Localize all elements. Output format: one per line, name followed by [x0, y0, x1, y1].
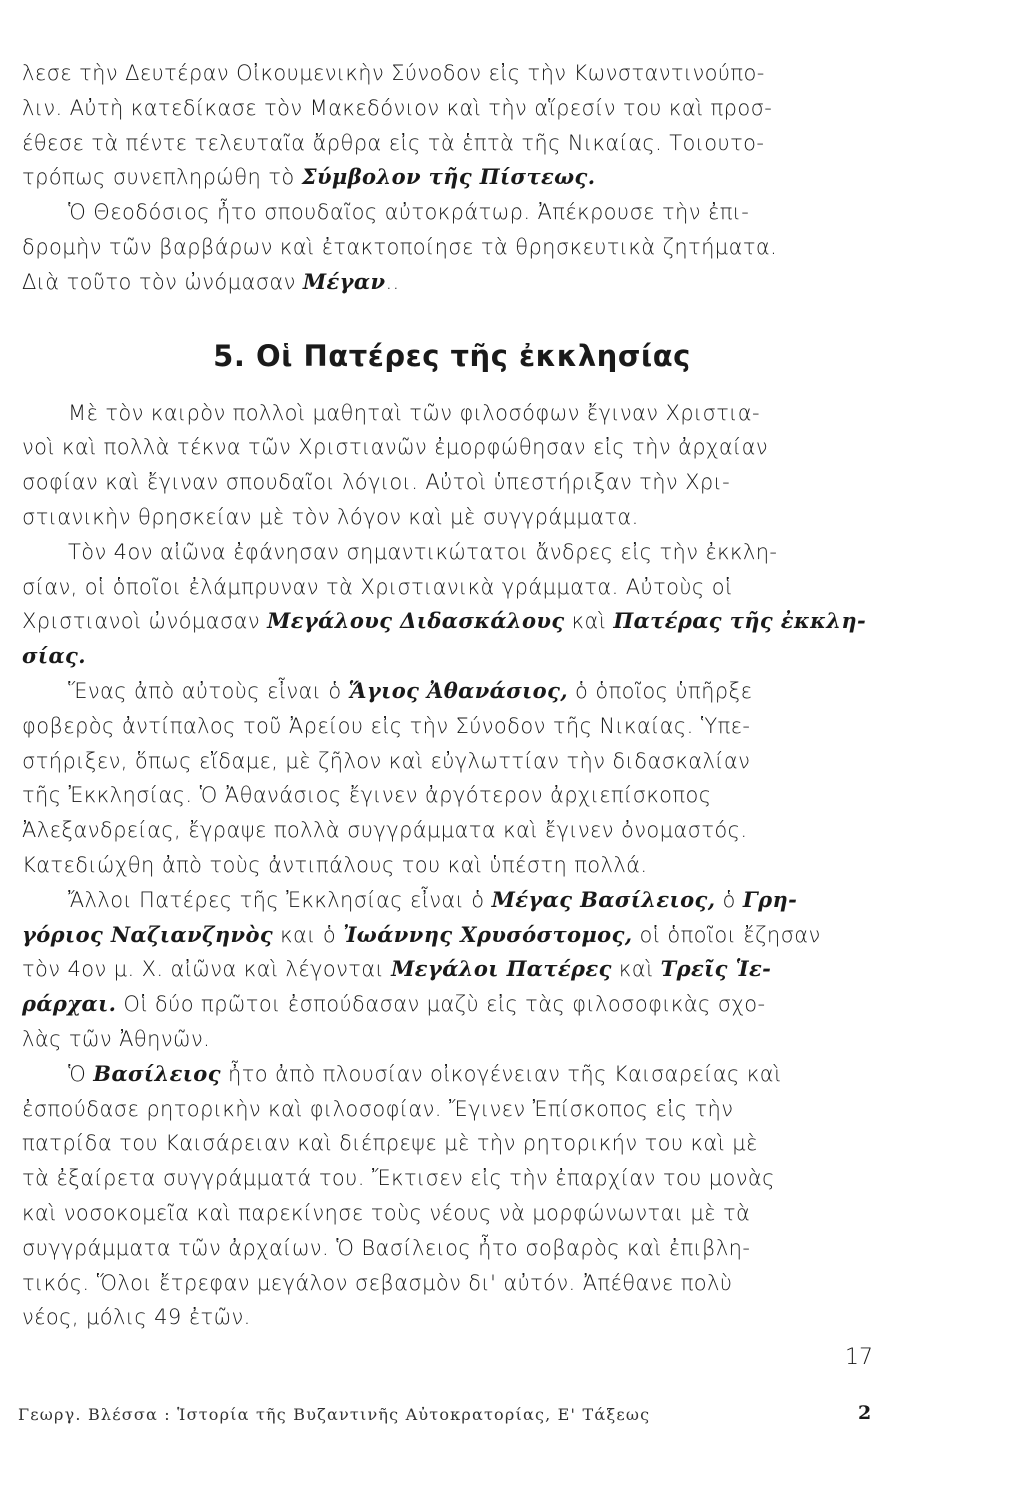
text-span: καὶ [611, 957, 661, 982]
text-line: δρομὴν τῶν βαρβάρων καὶ ἐτακτοποίησε τὰ θρησκευτικὰ ζητήματα. [22, 234, 778, 259]
text-line [22, 883, 882, 918]
text-line: Μὲ τὸν καιρὸν πολλοὶ μαθηταὶ τῶν φιλοσόφων ἔγιναν Χριστια- [68, 400, 761, 425]
emphasis-text: Ἅγιος Ἀθανάσιος, [348, 677, 568, 703]
text-line [22, 160, 882, 195]
text-line: πατρίδα του Καισάρειαν καὶ διέπρεψε μὲ τὴν ρητορικήν του καὶ μὲ [22, 1131, 758, 1156]
text-span: ὁ ὁποῖος ὑπῆρξε [567, 678, 753, 703]
text-line: σίαν, οἱ ὁποῖοι ἐλάμπρυναν τὰ Χριστιανικὰ γράμματα. Αὐτοὺς οἱ [22, 574, 733, 599]
footer-text: Γεωργ. Βλέσσα : Ἱστορία τῆς Βυζαντινῆς Αὐτοκρατορίας, Ε' Τάξεως [18, 1405, 651, 1424]
text-line: έθεσε τὰ πέντε τελευταῖα ἄρθρα εἰς τὰ ἑπτὰ τῆς Νικαίας. Τοιουτο- [22, 130, 765, 155]
text-span: Ἕνας ἀπὸ αὐτοὺς εἶναι ὁ [68, 678, 349, 703]
text-line: Κατεδιώχθη ἀπὸ τοὺς ἀντιπάλους του καὶ ὑπέστη πολλά. [22, 852, 648, 877]
emphasis-text: ράρχαι. [22, 991, 117, 1017]
paragraph-fourth-century [22, 535, 882, 674]
page-body [22, 56, 882, 1335]
text-line [22, 674, 882, 709]
text-line: Ἀλεξανδρείας, ἔγραψε πολλὰ συγγράμματα καὶ ἔγινεν ὀνομαστός. [22, 818, 748, 843]
emphasis-text: Πατέρας τῆς ἐκκλη- [613, 608, 867, 634]
text-span: Οἱ δύο πρῶτοι ἐσπούδασαν μαζὺ εἰς τὰς φιλοσοφικὰς σχο- [116, 992, 766, 1017]
text-line: συγγράμματα τῶν ἀρχαίων. Ὁ Βασίλειος ἦτο σοβαρὸς καὶ ἐπιβλη- [22, 1235, 751, 1260]
text-line: στιανικὴν θρησκείαν μὲ τὸν λόγον καὶ μὲ συγγράμματα. [22, 504, 639, 529]
emphasis-text: Μεγάλοι Πατέρες [391, 956, 612, 982]
text-line: Ὁ Θεοδόσιος ἦτο σπουδαῖος αὐτοκράτωρ. Ἀπέκρουσε τὴν ἐπι- [68, 200, 750, 225]
signature-number: 2 [858, 1402, 872, 1424]
emphasis-text: Μεγάλους Διδασκάλους [267, 608, 565, 634]
text-span: οἱ ὁποῖοι ἔζησαν [632, 922, 821, 947]
emphasis-text: γόριος Ναζιανζηνὸς [22, 921, 274, 947]
emphasis-text: Σύμβολον τῆς Πίστεως. [301, 164, 596, 190]
text-span: τὸν 4ον μ. Χ. αἰῶνα καὶ λέγονται [22, 957, 392, 982]
text-line: τῆς Ἐκκλησίας. Ὁ Ἀθανάσιος ἔγινεν ἀργότερον ἀρχιεπίσκοπος [22, 783, 712, 808]
text-line: λεσε τὴν Δευτέραν Οἰκουμενικὴν Σύνοδον εἰς τὴν Κωνσταντινούπο- [22, 61, 765, 85]
text-line [22, 918, 882, 953]
text-line [22, 604, 882, 639]
text-span: ἦτο ἀπὸ πλουσίαν οἰκογένειαν τῆς Καισαρείας καὶ [220, 1061, 782, 1086]
emphasis-text: Γρη- [742, 886, 798, 912]
paragraph-students [22, 396, 882, 535]
text-line: λὰς τῶν Ἀθηνῶν. [22, 1026, 211, 1051]
text-span: ὁ [715, 887, 743, 912]
text-span: Ἄλλοι Πατέρες τῆς Ἐκκλησίας εἶναι ὁ [68, 887, 492, 912]
text-line: φοβερὸς ἀντίπαλος τοῦ Ἀρείου εἰς τὴν Σύνοδον τῆς Νικαίας. Ὑπε- [22, 713, 751, 738]
emphasis-text: Μέγας Βασίλειος, [491, 886, 716, 912]
text-line: Τὸν 4ον αἰῶνα ἐφάνησαν σημαντικώτατοι ἄνδρες εἰς τὴν ἐκκλη- [68, 539, 778, 564]
paragraph-athanasius [22, 674, 882, 883]
text-line [22, 952, 882, 987]
emphasis-text: Ἰωάννης Χρυσόστομος, [343, 921, 633, 947]
text-line [22, 1057, 882, 1092]
text-span: τρόπως συνεπληρώθη τὸ [22, 165, 302, 190]
emphasis-text: Μέγαν [302, 268, 386, 294]
emphasis-text: σίας. [22, 643, 86, 669]
paragraph-other-fathers [22, 883, 882, 1057]
text-line: τικός. Ὅλοι ἔτρεφαν μεγάλον σεβασμὸν δι' αὐτόν. Ἀπέθανε πολὺ [22, 1270, 733, 1295]
emphasis-text: Τρεῖς Ἱε- [660, 956, 772, 982]
text-line: ἐσπούδασε ρητορικὴν καὶ φιλοσοφίαν. Ἔγινεν Ἐπίσκοπος εἰς τὴν [22, 1096, 734, 1121]
text-line [22, 987, 882, 1022]
text-span: Χριστιανοὶ ὠνόμασαν [22, 609, 268, 634]
text-line: στήριξεν, ὅπως εἴδαμε, μὲ ζῆλον καὶ εὐγλωττίαν τὴν διδασκαλίαν [22, 748, 751, 773]
text-span: Διὰ τοῦτο τὸν ὠνόμασαν [22, 269, 303, 294]
text-line: νοὶ καὶ πολλὰ τέκνα τῶν Χριστιανῶν ἐμορφώθησαν εἰς τὴν ἀρχαίαν [22, 435, 768, 460]
text-span: Ὁ [68, 1061, 94, 1086]
text-line: σοφίαν καὶ ἔγιναν σπουδαῖοι λόγιοι. Αὐτοὶ ὑπεστήριξαν τὴν Χρι- [22, 470, 731, 495]
text-line [22, 639, 882, 674]
paragraph-basil [22, 1057, 882, 1335]
text-span: και ὁ [273, 922, 344, 947]
page-number: 17 [845, 1345, 873, 1370]
text-line: λιν. Αὐτὴ κατεδίκασε τὸν Μακεδόνιον καὶ τὴν αἵρεσίν του καὶ προσ- [22, 95, 773, 120]
emphasis-text: Βασίλειος [93, 1060, 221, 1086]
text-line: καὶ νοσοκομεῖα καὶ παρεκίνησε τοὺς νέους νὰ μορφώνωνται μὲ τὰ [22, 1200, 751, 1225]
text-line: νέος, μόλις 49 ἐτῶν. [22, 1305, 251, 1330]
paragraph-theodosius [22, 195, 882, 299]
text-span: .. [385, 269, 400, 294]
text-line: τὰ ἐξαίρετα συγγράμματά του. Ἔκτισεν εἰς τὴν ἐπαρχίαν του μονὰς [22, 1166, 775, 1191]
section-heading: 5. Οἱ Πατέρες τῆς ἐκκλησίας [213, 338, 691, 373]
text-span: καὶ [564, 609, 614, 634]
paragraph-continuation [22, 56, 882, 195]
text-line [22, 265, 882, 300]
